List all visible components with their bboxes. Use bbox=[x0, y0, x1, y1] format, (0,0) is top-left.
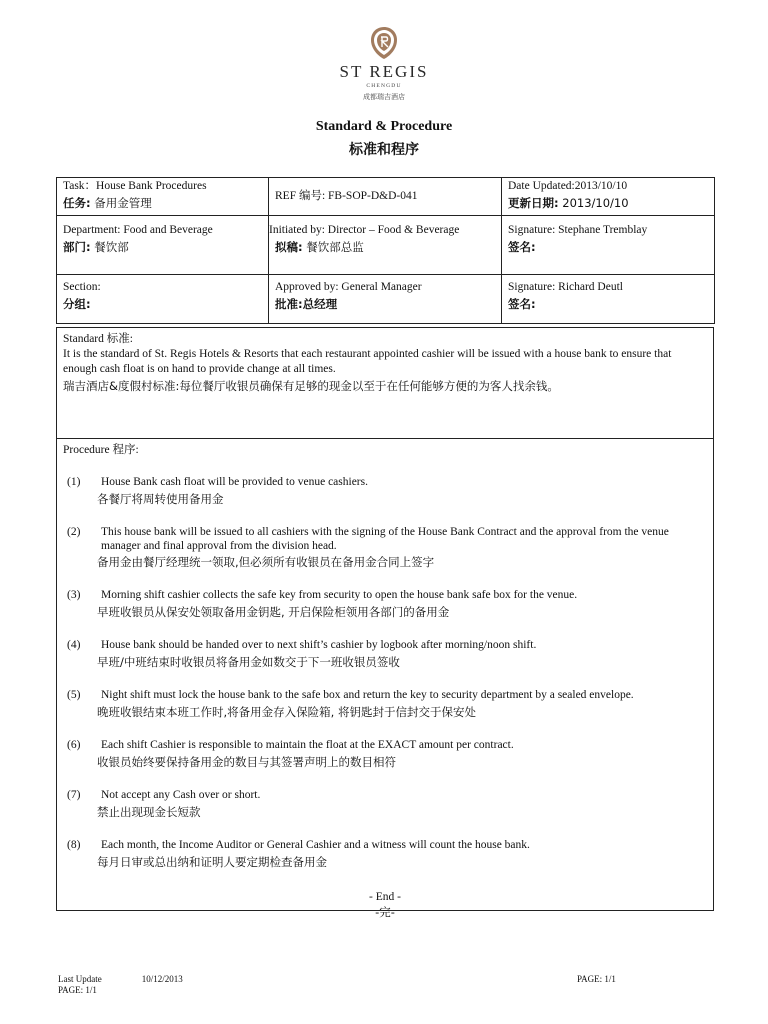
last-update-value: 10/12/2013 bbox=[141, 974, 183, 984]
page-number-left: PAGE: 1/1 bbox=[58, 985, 97, 995]
procedure-step bbox=[63, 475, 707, 507]
date-updated: Date Updated:2013/10/10 bbox=[508, 180, 628, 192]
initiated-by: Initiated by: Director – Food & Beverage bbox=[269, 224, 460, 236]
step-number: (3) bbox=[67, 589, 81, 601]
step-number: (8) bbox=[67, 839, 81, 851]
section-label: Section: bbox=[63, 281, 101, 293]
footer-right bbox=[577, 974, 616, 985]
crest-icon bbox=[369, 26, 399, 60]
info-row-department bbox=[57, 216, 715, 275]
department-value-cn: 餐饮部 bbox=[94, 240, 129, 254]
step-text: Night shift must lock the house bank to the safe box and return the key to security department by a sealed envelope. bbox=[101, 689, 634, 701]
step-number: (7) bbox=[67, 789, 81, 801]
last-update-label: Last Update bbox=[58, 974, 102, 984]
step-text-cn: 早班/中班结束时收银员将备用金如数交于下一班收银员签收 bbox=[97, 655, 400, 669]
standard-text-cn: 瑞吉酒店&度假村标准:每位餐厅收银员确保有足够的现金以至于在任何能够方便的为客人找余钱。 bbox=[63, 379, 559, 393]
approved-by-cn-value: 总经理 bbox=[302, 297, 338, 311]
page-title-cn: 标准和程序 bbox=[349, 142, 419, 158]
department-cell bbox=[57, 216, 269, 275]
page-number-right: PAGE: 1/1 bbox=[577, 974, 616, 984]
end-marker: - End - bbox=[369, 891, 401, 903]
brand-name-cn: 成都瑞吉酒店 bbox=[363, 93, 405, 101]
date-updated-cn: 更新日期: bbox=[508, 196, 559, 210]
signature-cell-1 bbox=[502, 216, 715, 275]
department-label-cn: 部门: bbox=[63, 240, 91, 254]
initiated-cell bbox=[269, 216, 502, 275]
date-updated-cn-value: 2013/10/10 bbox=[562, 196, 629, 210]
procedure-section bbox=[56, 439, 714, 919]
procedure-step bbox=[63, 638, 707, 670]
ref-number: REF 编号: FB-SOP-D&D-041 bbox=[275, 190, 418, 202]
info-row-task bbox=[57, 178, 715, 216]
standard-heading: Standard 标准: bbox=[63, 333, 133, 345]
procedure-step bbox=[63, 588, 707, 620]
procedure-step bbox=[63, 788, 707, 820]
step-text-cn: 禁止出现现金长短款 bbox=[97, 805, 201, 819]
step-text: Morning shift cashier collects the safe key from security to open the house bank safe box for the venue. bbox=[101, 589, 578, 601]
task-label-cn: 任务: bbox=[63, 196, 91, 210]
procedure-step bbox=[63, 525, 707, 570]
step-text-cn: 每月日审或总出纳和证明人要定期检查备用金 bbox=[97, 855, 327, 869]
step-number: (5) bbox=[67, 689, 81, 701]
initiated-by-cn: 拟稿: bbox=[275, 240, 303, 254]
step-text: Each shift Cashier is responsible to maintain the float at the EXACT amount per contract. bbox=[101, 739, 514, 751]
step-text: House Bank cash float will be provided to venue cashiers. bbox=[101, 476, 368, 488]
step-text: House bank should be handed over to next shift’s cashier by logbook after morning/noon shift. bbox=[101, 639, 537, 651]
task-label: Task：House Bank Procedures bbox=[63, 180, 207, 192]
approved-by-cn: 批准: bbox=[275, 297, 303, 311]
procedure-heading: Procedure 程序: bbox=[63, 444, 139, 456]
step-text: Not accept any Cash over or short. bbox=[101, 789, 261, 801]
step-text-cn: 备用金由餐厅经理统一领取,但必须所有收银员在备用金合同上签字 bbox=[97, 555, 435, 569]
step-text: This house bank will be issued to all cashiers with the signing of the House Bank Contract and the approval from the venue manager and final approval from the division head. bbox=[101, 526, 669, 552]
brand-name: ST REGIS bbox=[339, 62, 429, 81]
step-number: (1) bbox=[67, 476, 81, 488]
standard-text: It is the standard of St. Regis Hotels & Resorts that each restaurant appointed cashier will be issued with a house bank to ensure that enough cash float is on hand to provide change at all times. bbox=[63, 348, 672, 375]
step-text: Each month, the Income Auditor or General Cashier and a witness will count the house bank. bbox=[101, 839, 530, 851]
info-table bbox=[56, 177, 715, 324]
end-marker-cn: -完- bbox=[375, 905, 395, 919]
standard-section bbox=[56, 327, 714, 439]
brand-city: CHENGDU bbox=[366, 83, 402, 89]
signature-2: Signature: Richard Deutl bbox=[508, 281, 623, 293]
task-cell bbox=[57, 178, 269, 216]
step-number: (2) bbox=[67, 526, 81, 538]
department-label: Department: Food and Beverage bbox=[63, 224, 213, 236]
section-cell bbox=[57, 275, 269, 324]
step-text-cn: 收银员始终要保持备用金的数目与其签署声明上的数目相符 bbox=[97, 755, 396, 769]
page-title: Standard & Procedure bbox=[315, 119, 453, 134]
signature-2-cn: 签名: bbox=[508, 297, 536, 311]
footer-left bbox=[58, 974, 183, 996]
initiated-by-cn-value: 餐饮部总监 bbox=[306, 240, 364, 254]
info-row-section bbox=[57, 275, 715, 324]
approved-cell bbox=[269, 275, 502, 324]
step-text-cn: 早班收银员从保安处领取备用金钥匙, 开启保险柜领用各部门的备用金 bbox=[97, 605, 450, 619]
section-label-cn: 分组: bbox=[63, 297, 91, 311]
signature-1-cn: 签名: bbox=[508, 240, 536, 254]
signature-1: Signature: Stephane Tremblay bbox=[508, 224, 648, 236]
st-regis-logo bbox=[334, 26, 434, 102]
step-number: (4) bbox=[67, 639, 81, 651]
procedure-step bbox=[63, 838, 707, 870]
step-text-cn: 各餐厅将周转使用备用金 bbox=[97, 492, 224, 506]
task-value-cn: 备用金管理 bbox=[94, 196, 152, 210]
date-cell bbox=[502, 178, 715, 216]
step-text-cn: 晚班收银结束本班工作时,将备用金存入保险箱, 将钥匙封于信封交于保安处 bbox=[97, 705, 476, 719]
procedure-step bbox=[63, 688, 707, 720]
step-number: (6) bbox=[67, 739, 81, 751]
signature-cell-2 bbox=[502, 275, 715, 324]
ref-cell bbox=[269, 178, 502, 216]
approved-by: Approved by: General Manager bbox=[275, 281, 422, 293]
procedure-step bbox=[63, 738, 707, 770]
